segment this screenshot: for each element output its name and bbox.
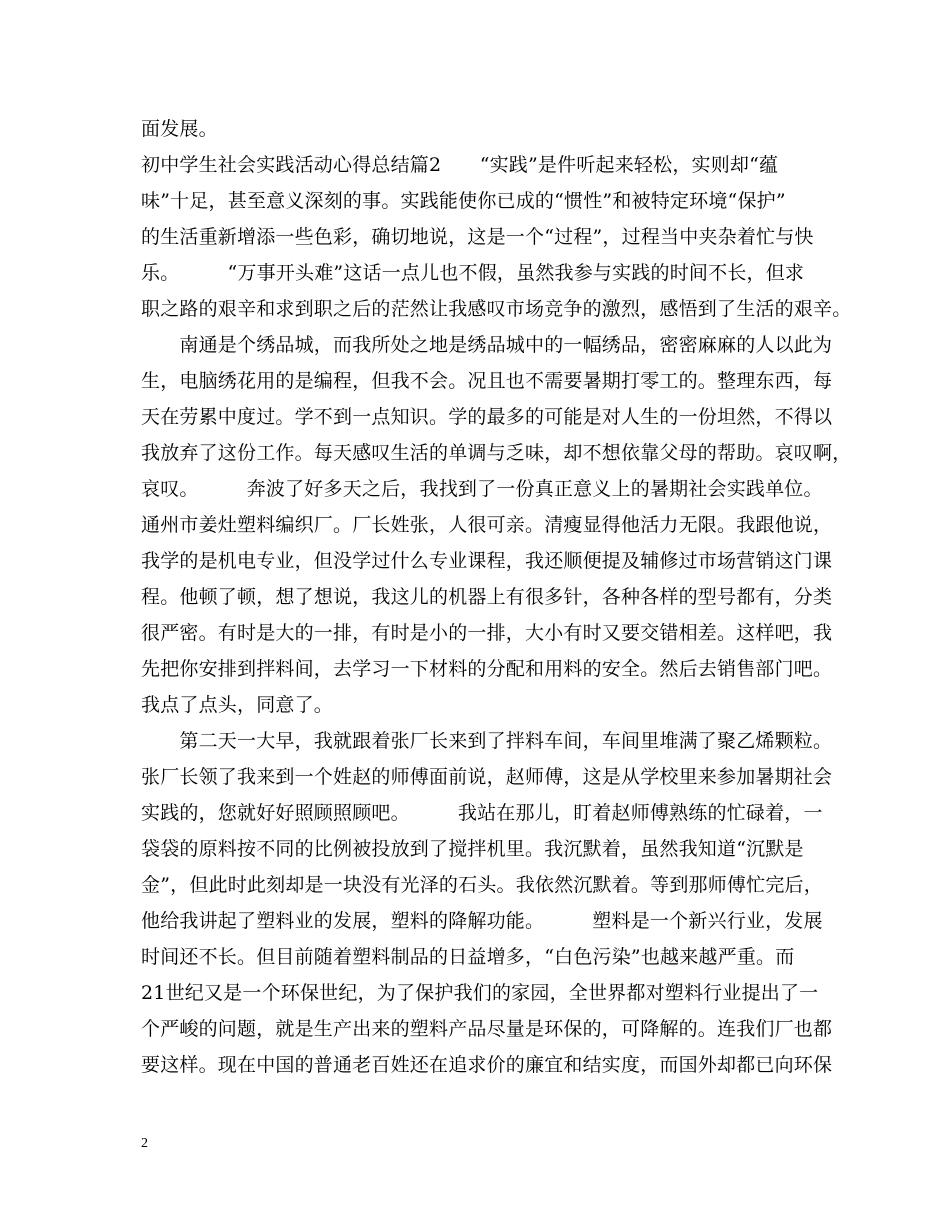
text-line: 我放弃了这份工作。每天感叹生活的单调与乏味，却不想依靠父母的帮助。哀叹啊， (141, 442, 852, 464)
text-line: 程。他顿了顿，想了想说，我这儿的机器上有很多针，各种各样的型号都有，分类 (141, 586, 833, 608)
text-line: 很严密。有时是大的一排，有时是小的一排，大小有时又要交错相差。这样吧，我 (141, 622, 833, 644)
text-line: 要这样。现在中国的普通老百姓还在追求价的廉宜和结实度，而国外却都已向环保 (141, 1054, 833, 1076)
text-line: 职之路的艰辛和求到职之后的茫然让我感叹市场竞争的激烈，感悟到了生活的艰辛。 (141, 298, 852, 320)
text-line: 乐。 “万事开头难”这话一点儿也不假，虽然我参与实践的时间不长，但求 (141, 262, 805, 284)
text-line: 他给我讲起了塑料业的发展，塑料的降解功能。 塑料是一个新兴行业，发展 (141, 910, 823, 932)
text-line: 生，电脑绣花用的是编程，但我不会。况且也不需要暑期打零工的。整理东西，每 (141, 370, 833, 392)
text-line: 味”十足，甚至意义深刻的事。实践能使你已成的“惯性”和被特定环境“保护” (141, 190, 786, 212)
text-line: 的生活重新增添一些色彩，确切地说，这是一个“过程”，过程当中夹杂着忙与快 (141, 226, 814, 248)
text-line: 第二天一大早，我就跟着张厂长来到了拌料车间，车间里堆满了聚乙烯颗粒。 (141, 730, 833, 752)
text-line: 实践的，您就好好照顾照顾吧。 我站在那儿，盯着赵师傅熟练的忙碌着，一 (141, 802, 823, 824)
text-line: 初中学生社会实践活动心得总结篇2 “实践”是件听起来轻松，实则却“蕴 (141, 154, 779, 176)
text-line: 通州市姜灶塑料编织厂。厂长姓张，人很可亲。清瘦显得他活力无限。我跟他说， (141, 514, 833, 536)
text-line: 我点了点头，同意了。 (141, 694, 334, 716)
text-line: 时间还不长。但目前随着塑料制品的日益增多，“白色污染”也越来越严重。而 (141, 946, 795, 968)
text-line: 哀叹。 奔波了好多天之后，我找到了一份真正意义上的暑期社会实践单位。 (141, 478, 823, 500)
text-line: 张厂长领了我来到一个姓赵的师傅面前说，赵师傅，这是从学校里来参加暑期社会 (141, 766, 833, 788)
text-line: 个严峻的问题，就是生产出来的塑料产品尽量是环保的，可降解的。连我们厂也都 (141, 1018, 833, 1040)
text-line: 金”，但此时此刻却是一块没有光泽的石头。我依然沉默着。等到那师傅忙完后， (141, 874, 823, 896)
text-line: 21世纪又是一个环保世纪，为了保护我们的家园，全世界都对塑料行业提出了一 (141, 982, 819, 1004)
text-line: 我学的是机电专业，但没学过什么专业课程，我还顺便提及辅修过市场营销这门课 (141, 550, 833, 572)
page-number: 2 (141, 1136, 148, 1151)
text-line: 袋袋的原料按不同的比例被投放到了搅拌机里。我沉默着，虽然我知道“沉默是 (141, 838, 804, 860)
text-line: 南通是个绣品城，而我所处之地是绣品城中的一幅绣品，密密麻麻的人以此为 (141, 334, 833, 356)
text-line: 天在劳累中度过。学不到一点知识。学的最多的可能是对人生的一份坦然，不得以 (141, 406, 833, 428)
text-line: 先把你安排到拌料间，去学习一下材料的分配和用料的安全。然后去销售部门吧。 (141, 658, 833, 680)
text-line: 面发展。 (141, 118, 218, 140)
